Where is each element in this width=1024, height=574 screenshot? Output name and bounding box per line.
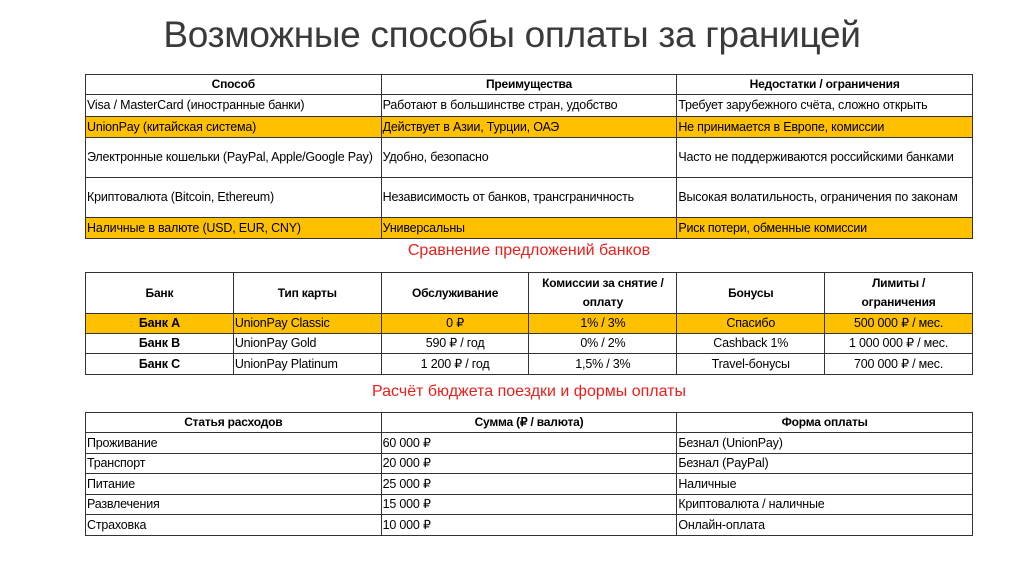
cell: Независимость от банков, трансграничность — [381, 178, 677, 218]
cell: 1% / 3% — [529, 314, 677, 334]
col-header: Тип карты — [233, 273, 381, 314]
col-header: Сумма (₽ / валюта) — [381, 413, 677, 433]
col-header: Преимущества — [381, 75, 677, 95]
cell: Риск потери, обменные комиссии — [677, 218, 973, 239]
cell: Часто не поддерживаются российскими банками — [677, 138, 973, 178]
cell: Наличные — [677, 474, 973, 495]
col-header: Комиссии за снятие / оплату — [529, 273, 677, 314]
cell: Наличные в валюте (USD, EUR, CNY) — [86, 218, 382, 239]
cell: Банк C — [86, 354, 234, 375]
col-header: Лимиты / ограничения — [825, 273, 973, 314]
cell: Питание — [86, 474, 382, 495]
cell: Страховка — [86, 515, 382, 536]
cell: Криптовалюта (Bitcoin, Ethereum) — [86, 178, 382, 218]
cell: Не принимается в Европе, комиссии — [677, 117, 973, 138]
cell: Развлечения — [86, 495, 382, 515]
cell: Спасибо — [677, 314, 825, 334]
cell: Транспорт — [86, 454, 382, 474]
cell: UnionPay Gold — [233, 334, 381, 354]
cell: Безнал (UnionPay) — [677, 433, 973, 454]
cell: 1 000 000 ₽ / мес. — [825, 334, 973, 354]
col-header: Недостатки / ограничения — [677, 75, 973, 95]
banks-table — [85, 272, 973, 375]
cell: UnionPay Classic — [233, 314, 381, 334]
cell: Безнал (PayPal) — [677, 454, 973, 474]
cell: Действует в Азии, Турции, ОАЭ — [381, 117, 677, 138]
cell: Высокая волатильность, ограничения по законам — [677, 178, 973, 218]
cell: 1,5% / 3% — [529, 354, 677, 375]
cell: Универсальны — [381, 218, 677, 239]
cell: 1 200 ₽ / год — [381, 354, 529, 375]
cell: Visa / MasterCard (иностранные банки) — [86, 95, 382, 117]
cell: 700 000 ₽ / мес. — [825, 354, 973, 375]
col-header: Статья расходов — [86, 413, 382, 433]
cell: Требует зарубежного счёта, сложно открыть — [677, 95, 973, 117]
cell: Онлайн-оплата — [677, 515, 973, 536]
cell: UnionPay Platinum — [233, 354, 381, 375]
col-header: Способ — [86, 75, 382, 95]
cell: Электронные кошельки (PayPal, Apple/Google Pay) — [86, 138, 382, 178]
cell: Криптовалюта / наличные — [677, 495, 973, 515]
cell: UnionPay (китайская система) — [86, 117, 382, 138]
payment-methods-table — [85, 74, 973, 239]
cell: Cashback 1% — [677, 334, 825, 354]
budget-table — [85, 412, 973, 536]
col-header: Банк — [86, 273, 234, 314]
cell: 10 000 ₽ — [381, 515, 677, 536]
col-header: Обслуживание — [381, 273, 529, 314]
col-header: Бонусы — [677, 273, 825, 314]
page-title: Возможные способы оплаты за границей — [163, 14, 861, 55]
cell: 25 000 ₽ — [381, 474, 677, 495]
banks-subtitle: Сравнение предложений банков — [407, 242, 651, 259]
cell: 60 000 ₽ — [381, 433, 677, 454]
col-header: Форма оплаты — [677, 413, 973, 433]
budget-subtitle: Расчёт бюджета поездки и формы оплаты — [372, 383, 686, 400]
cell: Travel-бонусы — [677, 354, 825, 375]
cell: Работают в большинстве стран, удобство — [381, 95, 677, 117]
cell: 590 ₽ / год — [381, 334, 529, 354]
cell: 20 000 ₽ — [381, 454, 677, 474]
cell: Банк B — [86, 334, 234, 354]
cell: 0 ₽ — [381, 314, 529, 334]
cell: Удобно, безопасно — [381, 138, 677, 178]
cell: Проживание — [86, 433, 382, 454]
cell: 500 000 ₽ / мес. — [825, 314, 973, 334]
cell: 0% / 2% — [529, 334, 677, 354]
cell: 15 000 ₽ — [381, 495, 677, 515]
cell: Банк A — [86, 314, 234, 334]
